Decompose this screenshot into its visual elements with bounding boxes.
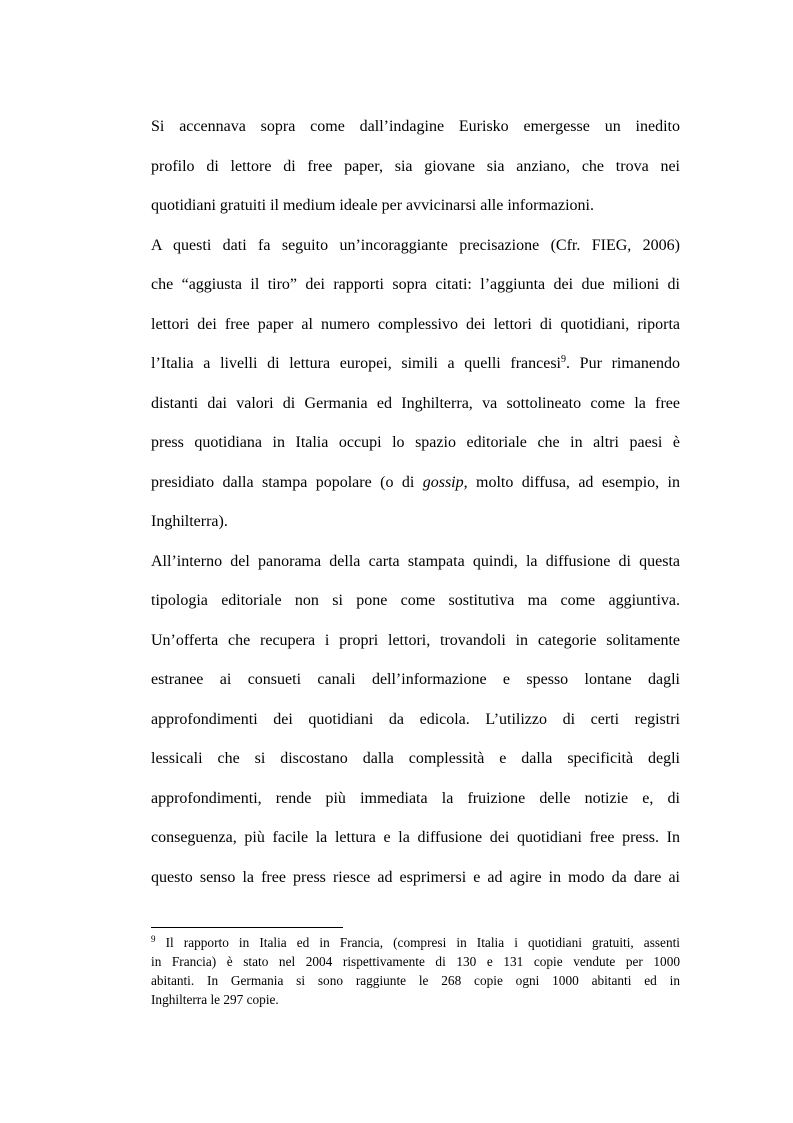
body-line-text: presidiato dalla stampa popolare (o di (151, 473, 423, 491)
footnote-line: Inghilterra le 297 copie. (151, 992, 279, 1007)
footnote-line (151, 933, 680, 952)
body-line: tipologia editoriale non si pone come sostitutiva ma come aggiuntiva. (151, 592, 680, 609)
italic-term: gossip (422, 473, 464, 491)
body-line: quotidiani gratuiti il medium ideale per avvicinarsi alle informazioni. (151, 197, 594, 214)
body-line-text: , molto diffusa, ad esempio, in (463, 473, 681, 491)
footnote-reference[interactable]: 9 (561, 354, 567, 365)
footnote-number: 9 (151, 934, 156, 944)
body-line: distanti dai valori di Germania ed Inghilterra, va sottolineato come la free (151, 394, 680, 412)
body-line: lessicali che si discostano dalla complessità e dalla specificità degli (151, 750, 680, 767)
body-line: Inghilterra). (151, 513, 228, 530)
body-line: approfondimenti, rende più immediata la fruizione delle notizie e, di (151, 789, 680, 807)
footnote-line: in Francia) è stato nel 2004 rispettivamente di 130 e 131 copie vendute per 1000 (151, 954, 680, 969)
footnote-separator (151, 927, 343, 928)
body-line: Un’offerta che recupera i propri lettori, trovandoli in categorie solitamente (151, 631, 680, 649)
body-line-text: l’Italia a livelli di lettura europei, simili a quelli francesi (151, 355, 562, 372)
body-line: questo senso la free press riesce ad esprimersi e ad agire in modo da dare ai (151, 868, 680, 886)
body-line: A questi dati fa seguito un’incoraggiante precisazione (Cfr. FIEG, 2006) (151, 236, 680, 254)
body-line: press quotidiana in Italia occupi lo spazio editoriale che in altri paesi è (151, 434, 680, 451)
footnote-line: abitanti. In Germania si sono raggiunte le 268 copie ogni 1000 abitanti ed in (151, 973, 680, 988)
body-line: conseguenza, più facile la lettura e la diffusione dei quotidiani free press. In (151, 829, 680, 846)
footnote-line-text: Il rapporto in Italia ed in Francia, (compresi in Italia i quotidiani gratuiti, assenti (155, 935, 680, 950)
body-line: Si accennava sopra come dall’indagine Eurisko emergesse un inedito (151, 118, 680, 135)
footnote (151, 933, 680, 1009)
body-line (151, 463, 680, 503)
body-line: approfondimenti dei quotidiani da edicola. L’utilizzo di certi registri (151, 710, 680, 728)
body-line (151, 344, 680, 384)
body-text (151, 107, 680, 897)
body-line: profilo di lettore di free paper, sia giovane sia anziano, che trova nei (151, 157, 680, 175)
body-line: che “aggiusta il tiro” dei rapporti sopra citati: l’aggiunta dei due milioni di (151, 276, 680, 293)
body-line: lettori dei free paper al numero complessivo dei lettori di quotidiani, riporta (151, 315, 680, 333)
body-line-text: . Pur rimanendo (566, 355, 681, 372)
body-line: All’interno del panorama della carta stampata quindi, la diffusione di questa (151, 552, 680, 570)
body-line: estranee ai consueti canali dell’informazione e spesso lontane dagli (151, 671, 680, 688)
